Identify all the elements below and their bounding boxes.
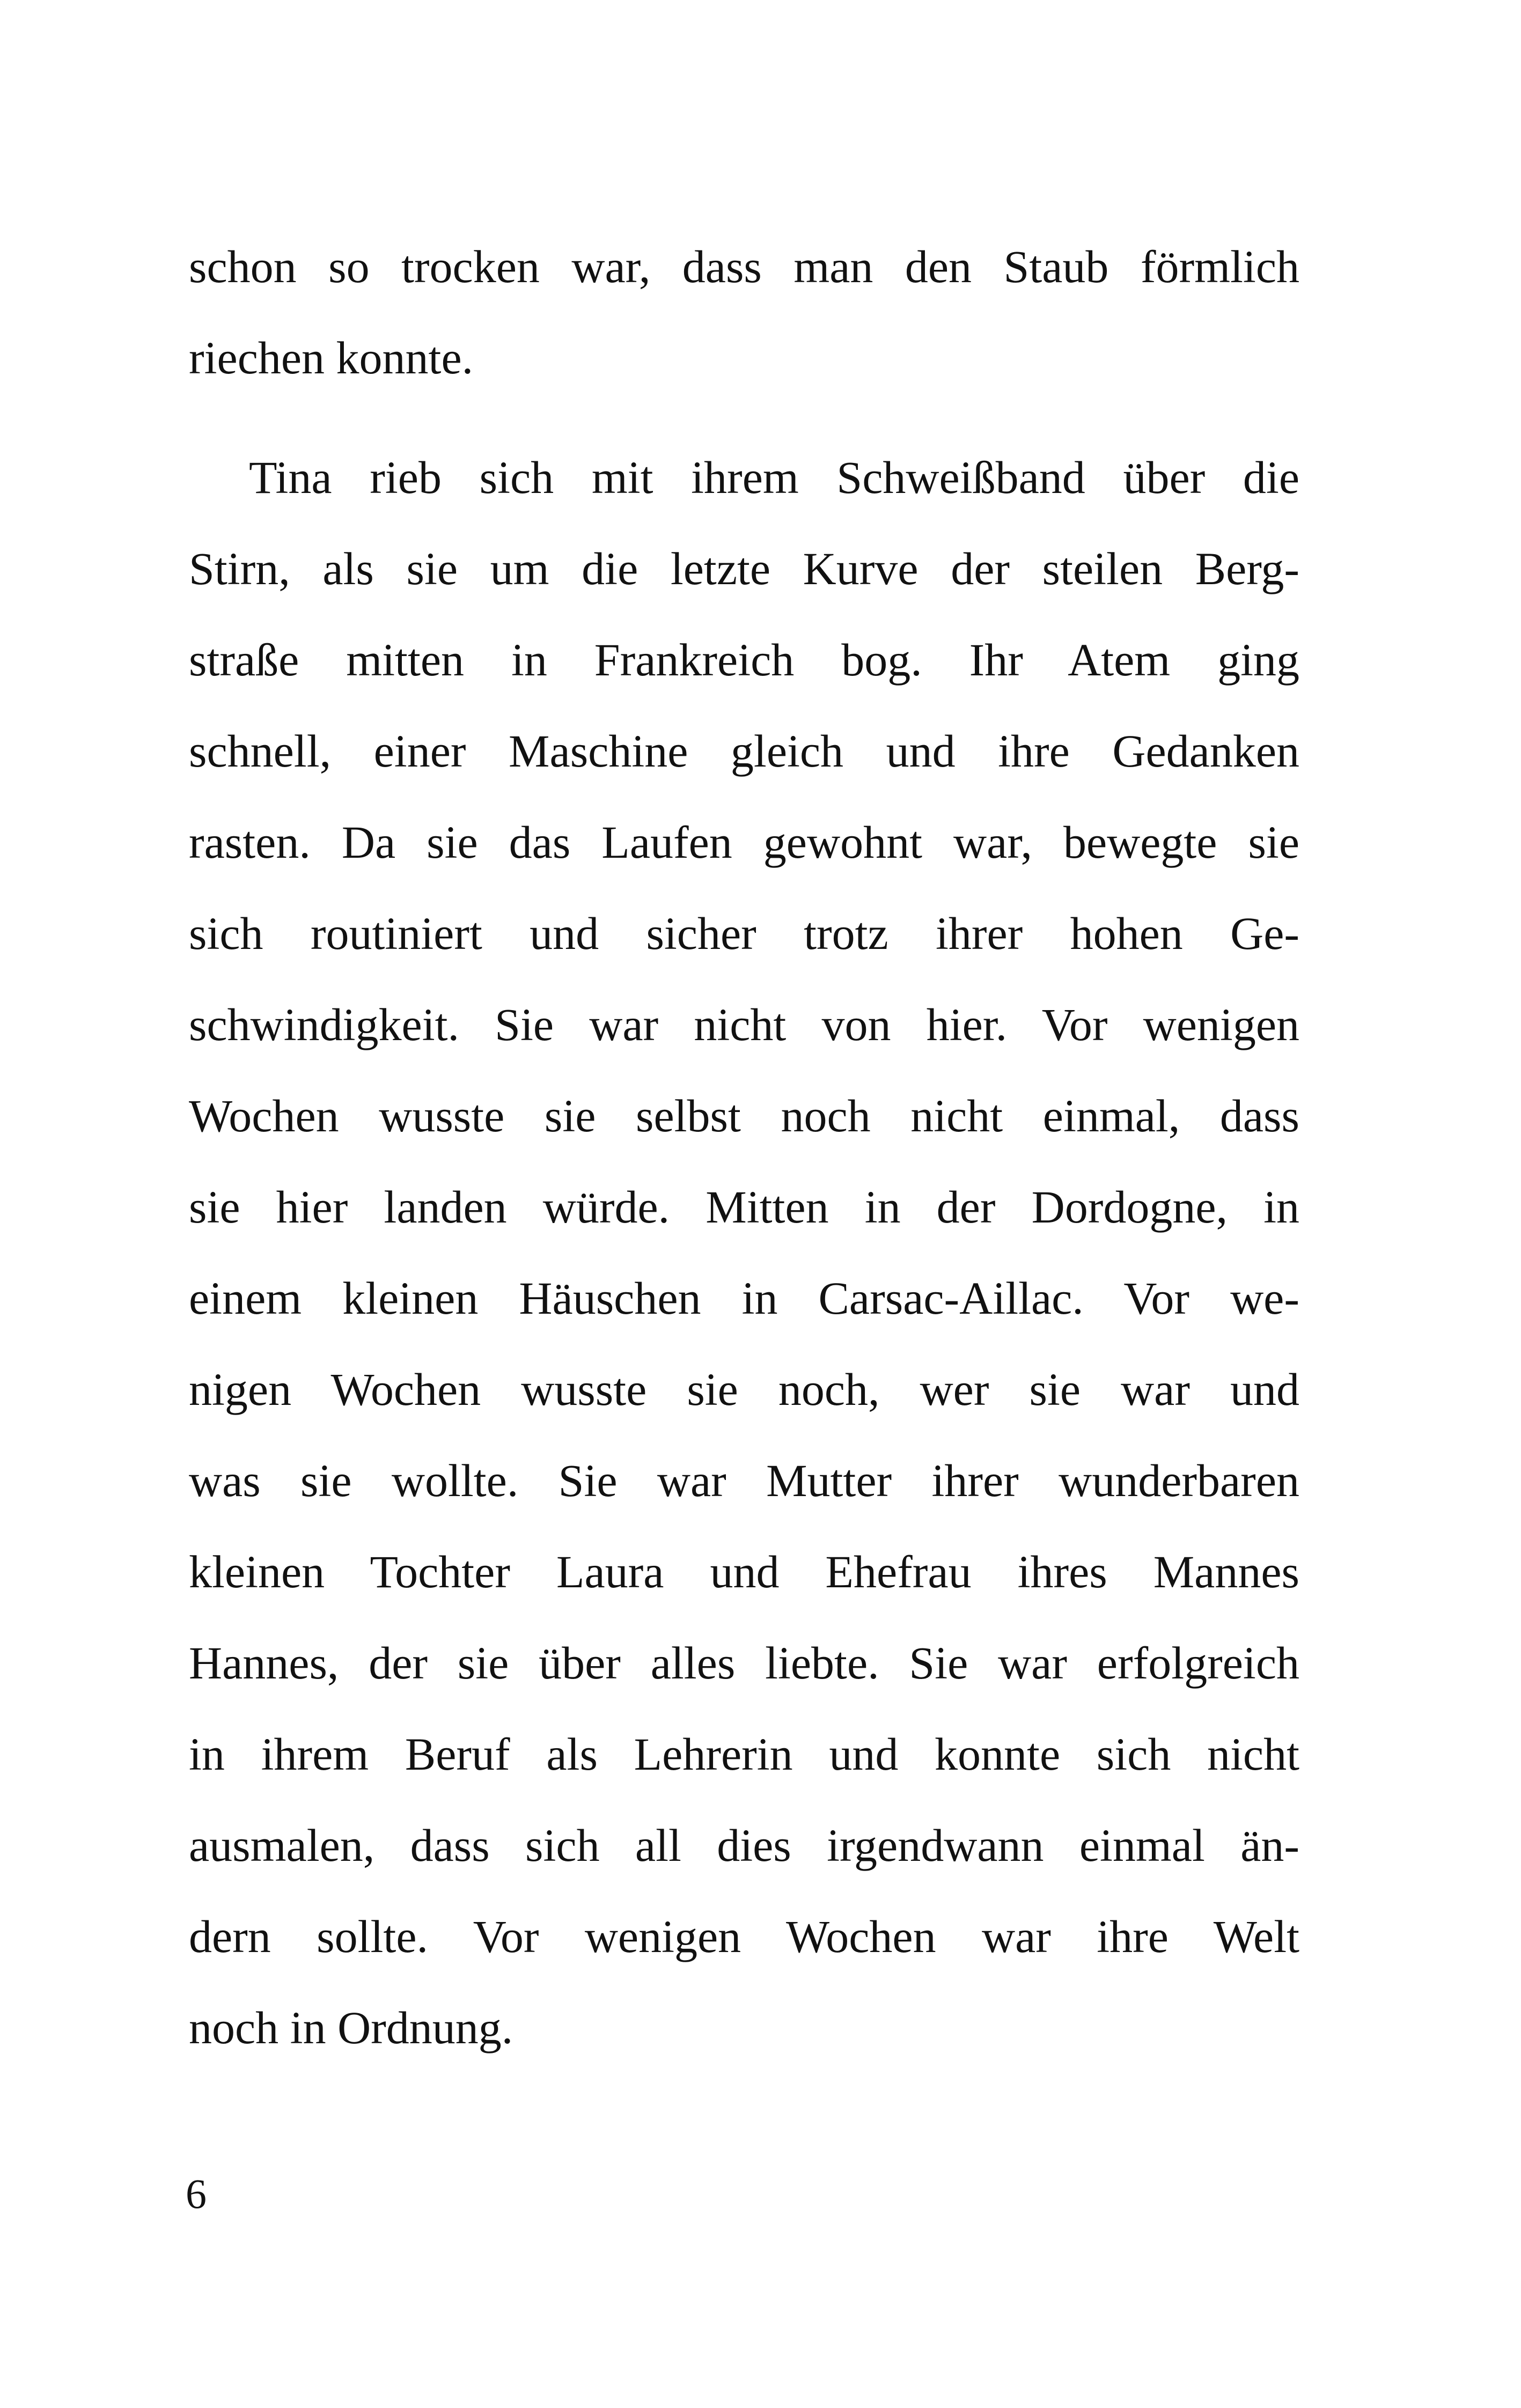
text-line: dern sollte. Vor wenigen Wochen war ihre Welt — [189, 1911, 1299, 1962]
text-line: noch in Ordnung. — [189, 2002, 513, 2053]
text-line: Wochen wusste sie selbst noch nicht einmal, dass — [189, 1090, 1299, 1142]
text-line: sie hier landen würde. Mitten in der Dordogne, in — [189, 1181, 1299, 1233]
text-line: Hannes, der sie über alles liebte. Sie war erfolgreich — [189, 1637, 1299, 1689]
text-line: sich routiniert und sicher trotz ihrer hohen Ge- — [189, 908, 1299, 959]
paragraph-2 — [189, 432, 1299, 2073]
text-line: Stirn, als sie um die letzte Kurve der steilen Berg- — [189, 543, 1299, 594]
text-line: Tina rieb sich mit ihrem Schweißband über die — [249, 452, 1299, 503]
text-line: schwindigkeit. Sie war nicht von hier. Vor wenigen — [189, 999, 1299, 1050]
text-line: riechen konnte. — [189, 332, 474, 384]
page-number: 6 — [186, 2170, 207, 2217]
text-line: kleinen Tochter Laura und Ehefrau ihres Mannes — [189, 1546, 1299, 1597]
text-line: in ihrem Beruf als Lehrerin und konnte sich nicht — [189, 1728, 1299, 1780]
text-line: straße mitten in Frankreich bog. Ihr Atem ging — [189, 634, 1299, 686]
text-line: ausmalen, dass sich all dies irgendwann einmal än- — [189, 1820, 1299, 1871]
text-line: einem kleinen Häuschen in Carsac-Aillac. Vor we- — [189, 1272, 1299, 1324]
text-line: schnell, einer Maschine gleich und ihre Gedanken — [189, 725, 1299, 777]
paragraph-1 — [189, 221, 1299, 403]
text-line: rasten. Da sie das Laufen gewohnt war, bewegte sie — [189, 816, 1299, 868]
text-line: nigen Wochen wusste sie noch, wer sie war und — [189, 1364, 1299, 1415]
text-line: was sie wollte. Sie war Mutter ihrer wunderbaren — [189, 1455, 1299, 1506]
text-line: schon so trocken war, dass man den Staub förmlich — [189, 241, 1299, 292]
